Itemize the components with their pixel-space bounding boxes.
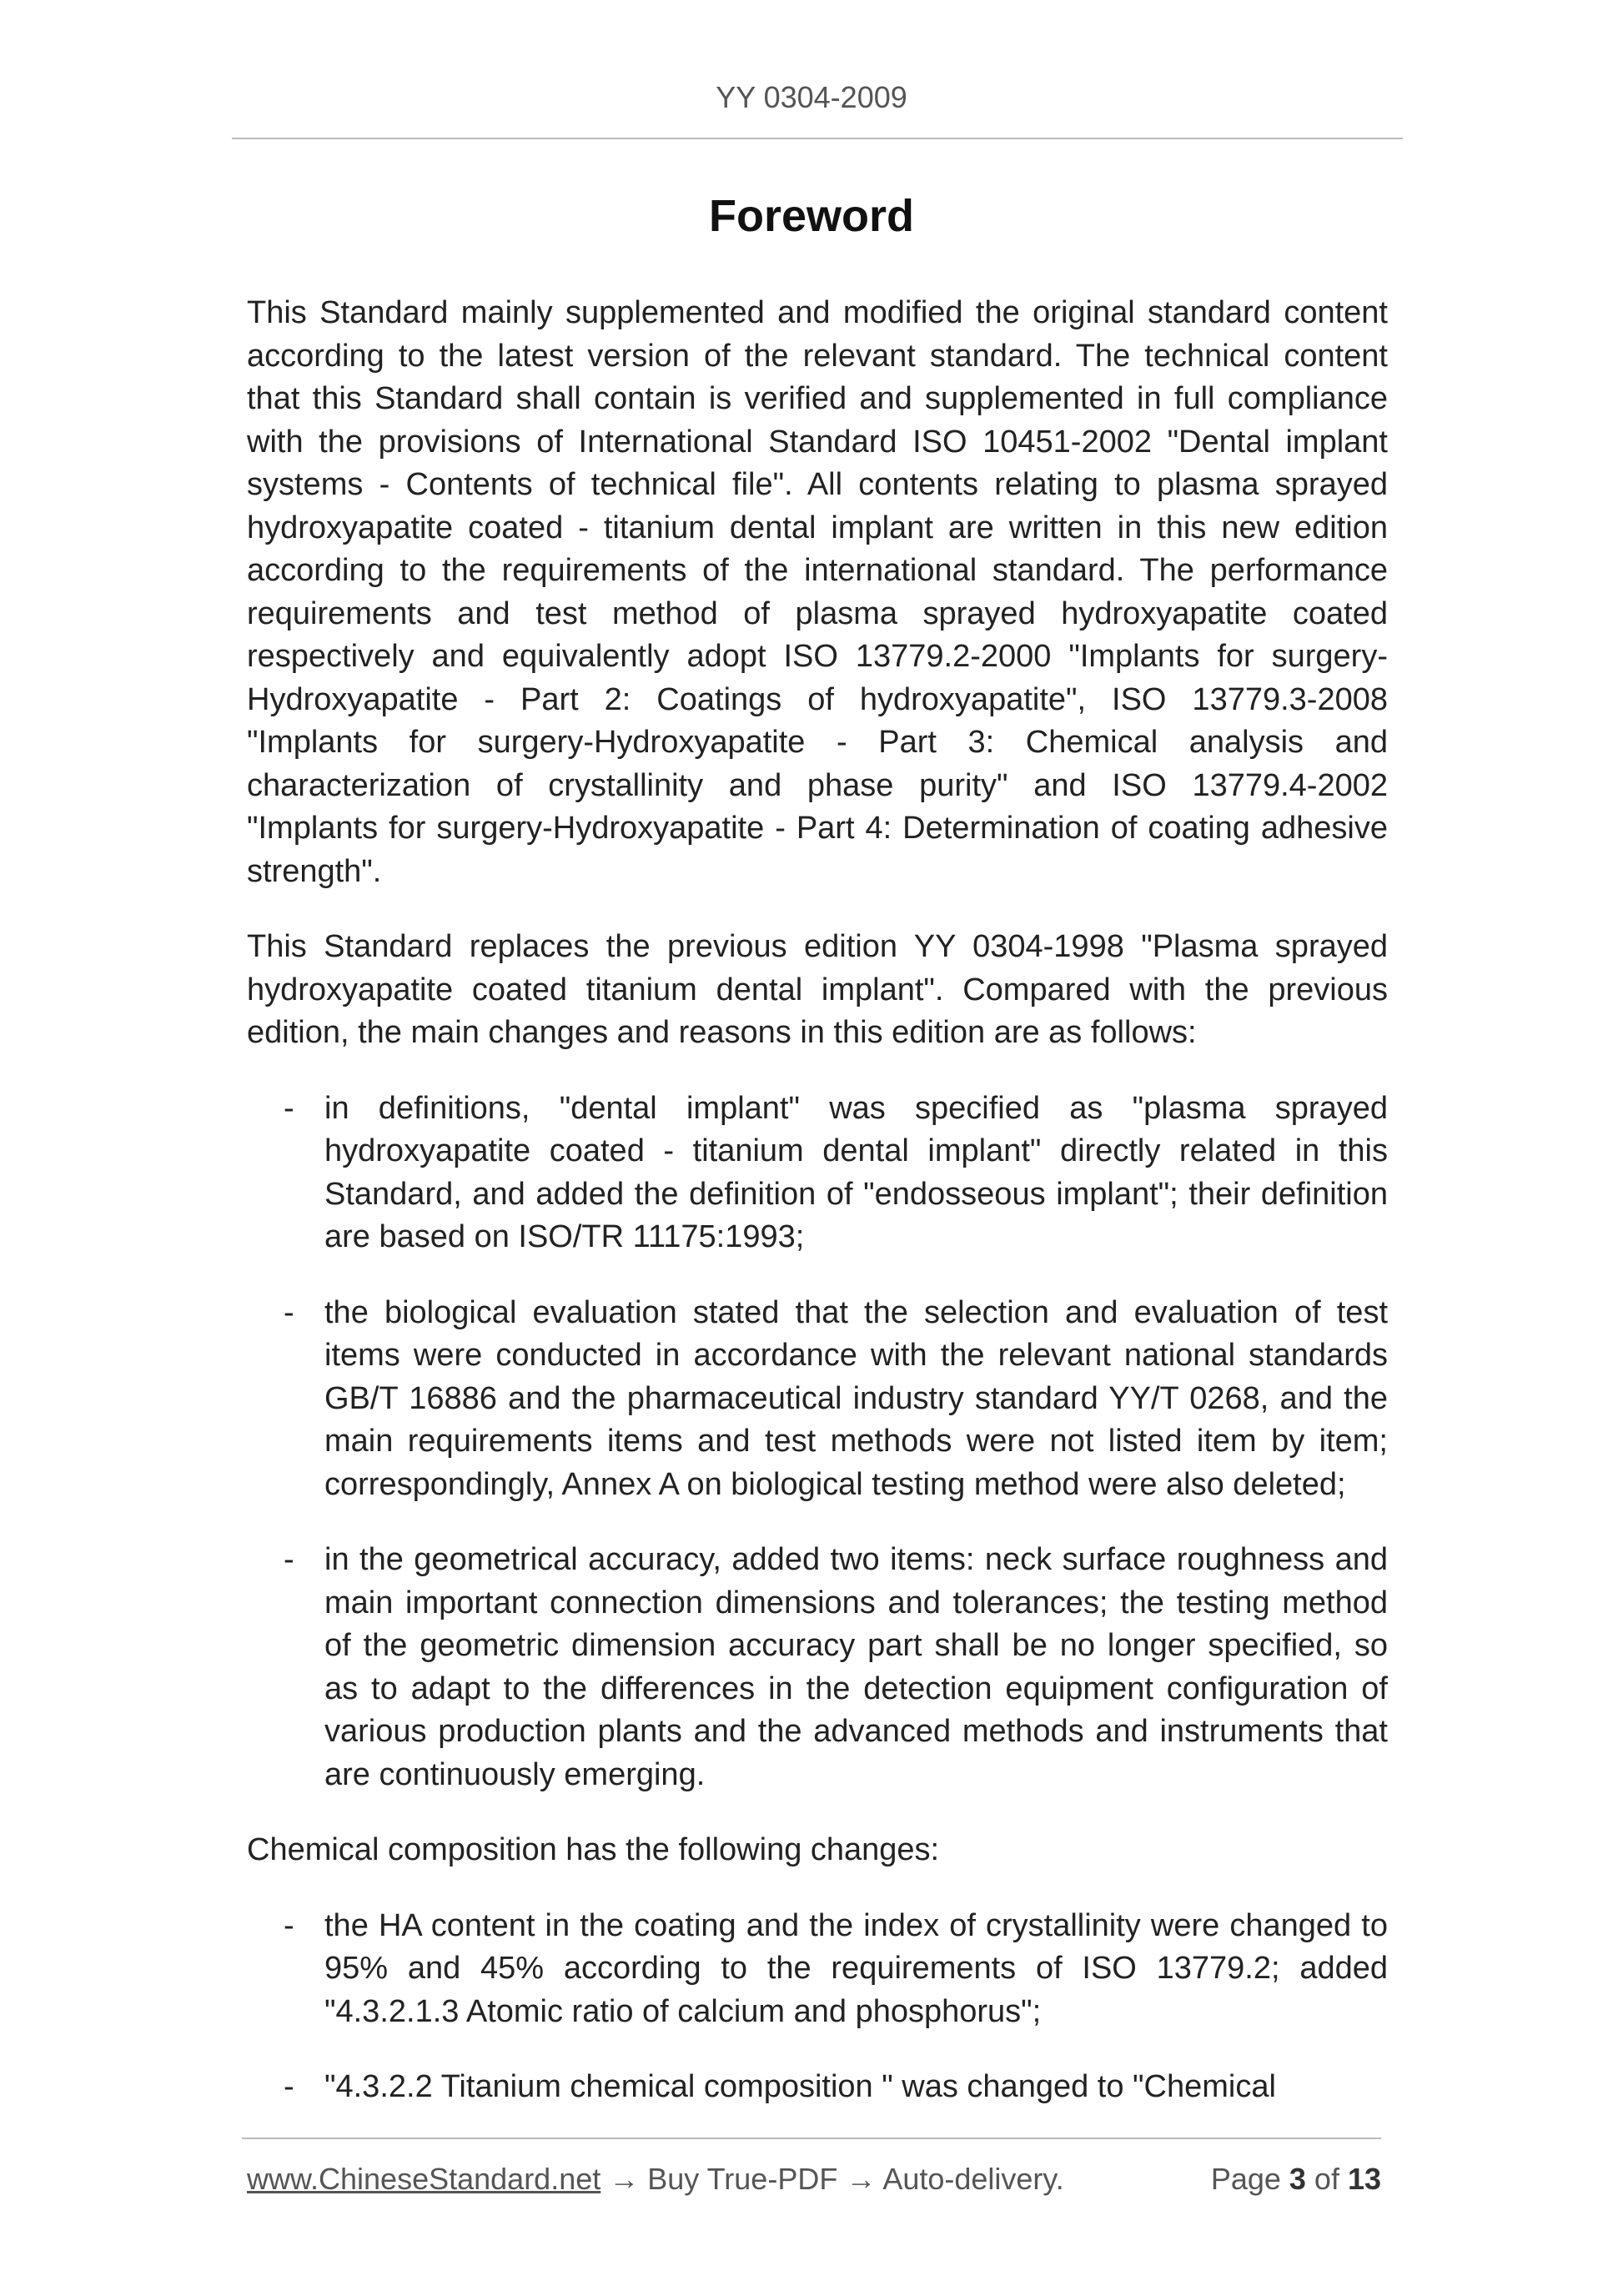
bullet-dash: -	[284, 1907, 294, 1943]
list-item-text: "4.3.2.2 Titanium chemical composition " was changed to "Chemical	[324, 2069, 1276, 2104]
website-link[interactable]: www.ChineseStandard.net	[247, 2162, 601, 2196]
page-header: YY 0304-2009	[716, 80, 907, 114]
list-item	[247, 1292, 1388, 1507]
page-total: 13	[1347, 2162, 1381, 2196]
page-of-label: of	[1305, 2162, 1348, 2196]
paragraph-replaces: This Standard replaces the previous edition YY 0304-1998 "Plasma sprayed hydroxyapatite coated titanium dental implant". Compared with the previous edition, the main changes and reasons in this edition are as follows:	[247, 929, 1388, 1050]
list-item	[247, 2066, 1388, 2109]
page-label: Page	[1210, 2162, 1289, 2196]
bullet-dash: -	[284, 1542, 294, 1577]
list-item-text: in the geometrical accuracy, added two items: neck surface roughness and main important connection dimensions and tolerances; the testing method of the geometric dimension accuracy part shall be no longer specified, so as to adapt to the differences in the detection equipment configuration of various production plants and the advanced methods and instruments that are continuously emerging.	[324, 1542, 1388, 1792]
paragraph-intro: This Standard mainly supplemented and modified the original standard content according to the latest version of the relevant standard. The technical content that this Standard shall contain is verified and supplemented in full compliance with the provisions of International Standard ISO 10451-2002 "Dental implant systems - Contents of technical file". All contents relating to plasma sprayed hydroxyapatite coated - titanium dental implant are written in this new edition according to the requirements of the international standard. The performance requirements and test method of plasma sprayed hydroxyapatite coated respectively and equivalently adopt ISO 13779.2-2000 "Implants for surgery-Hydroxyapatite - Part 2: Coatings of hydroxyapatite", ISO 13779.3-2008 "Implants for surgery-Hydroxyapatite - Part 3: Chemical analysis and characterization of crystallinity and phase purity" and ISO 13779.4-2002 "Implants for surgery-Hydroxyapatite - Part 4: Determination of coating adhesive strength".	[247, 295, 1388, 889]
bullet-dash: -	[284, 1294, 294, 1330]
footer-promo-text: → Buy True-PDF → Auto-delivery.	[600, 2162, 1064, 2196]
list-item	[247, 1539, 1388, 1796]
page-footer	[247, 2162, 1381, 2197]
page-current: 3	[1289, 2162, 1306, 2196]
list-item-text: in definitions, "dental implant" was specified as "plasma sprayed hydroxyapatite coated - titanium dental implant" directly related in this Standard, and added the definition of "endosseous implant"; their definition are based on ISO/TR 11175:1993;	[324, 1090, 1388, 1254]
bullet-dash: -	[284, 2069, 294, 2104]
list-item-text: the biological evaluation stated that the selection and evaluation of test items were conducted in accordance with the relevant national standards GB/T 16886 and the pharmaceutical industry standard YY/T 0268, and the main requirements items and test methods were not listed item by item; correspondingly, Annex A on biological testing method were also deleted;	[324, 1294, 1388, 1502]
page-title: Foreword	[708, 191, 914, 241]
list-item-text: the HA content in the coating and the index of crystallinity were changed to 95% and 45% according to the requirements of ISO 13779.2; added "4.3.2.1.3 Atomic ratio of calcium and phosphorus";	[324, 1907, 1388, 2029]
bullet-dash: -	[284, 1090, 294, 1126]
footer-divider	[242, 2138, 1381, 2139]
document-body	[247, 292, 1388, 2142]
list-item	[247, 1905, 1388, 2034]
paragraph-chemical: Chemical composition has the following changes:	[247, 1832, 940, 1867]
header-divider	[232, 138, 1403, 139]
page-indicator	[1211, 2162, 1381, 2197]
list-item	[247, 1088, 1388, 1259]
